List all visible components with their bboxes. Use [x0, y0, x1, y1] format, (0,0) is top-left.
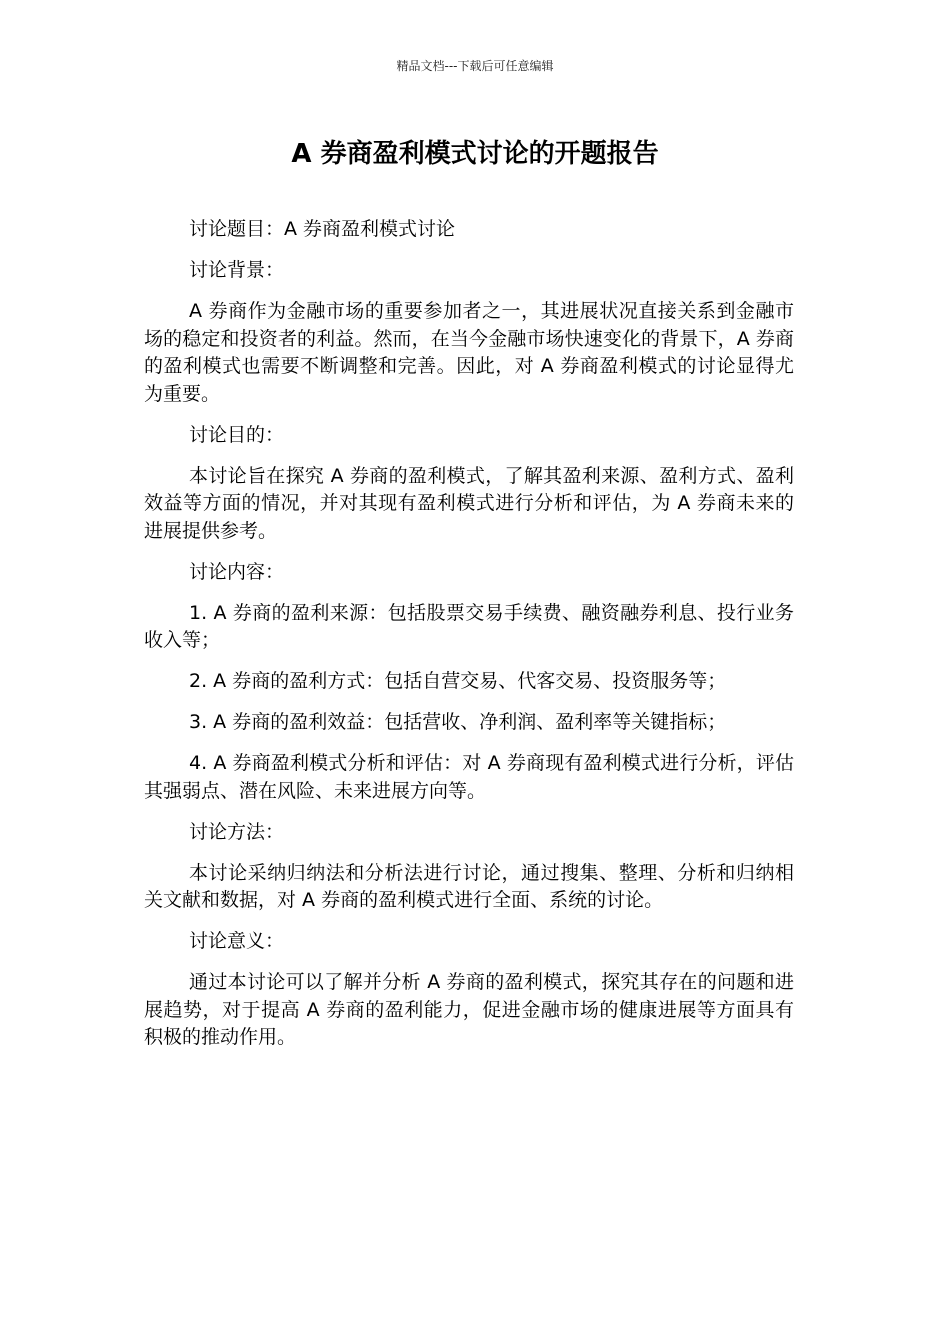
document-body [144, 216, 794, 1065]
content-item-2: 2. A 券商的盈利方式：包括自营交易、代客交易、投资服务等； [189, 670, 727, 692]
content-item-1: 1. A 券商的盈利来源：包括股票交易手续费、融资融券利息、投行业务收入等； [144, 601, 794, 651]
topic-line: 讨论题目：A 券商盈利模式讨论 [189, 218, 456, 240]
content-item-4: 4. A 券商盈利模式分析和评估：对 A 券商现有盈利模式进行分析，评估其强弱点、潜在风险、未来进展方向等。 [144, 752, 794, 802]
section-heading-significance: 讨论意义： [189, 930, 285, 952]
method-paragraph: 本讨论采纳归纳法和分析法进行讨论，通过搜集、整理、分析和归纳相关文献和数据，对 A 券商的盈利模式进行全面、系统的讨论。 [144, 861, 794, 911]
purpose-paragraph: 本讨论旨在探究 A 券商的盈利模式，了解其盈利来源、盈利方式、盈利效益等方面的情况，并对其现有盈利模式进行分析和评估，为 A 券商未来的进展提供参考。 [144, 464, 794, 542]
document-title: A 券商盈利模式讨论的开题报告 [291, 139, 659, 169]
header-note: 精品文档---下载后可任意编辑 [396, 59, 554, 73]
significance-paragraph: 通过本讨论可以了解并分析 A 券商的盈利模式，探究其存在的问题和进展趋势，对于提高 A 券商的盈利能力，促进金融市场的健康进展等方面具有积极的推动作用。 [144, 971, 794, 1048]
background-paragraph: A 券商作为金融市场的重要参加者之一，其进展状况直接关系到金融市场的稳定和投资者的利益。然而，在当今金融市场快速变化的背景下，A 券商的盈利模式也需要不断调整和完善。因此，对 A 券商盈利模式的讨论显得尤为重要。 [144, 300, 794, 405]
section-heading-purpose: 讨论目的： [189, 423, 285, 446]
section-heading-content: 讨论内容： [189, 560, 285, 583]
content-item-3: 3. A 券商的盈利效益：包括营收、净利润、盈利率等关键指标； [189, 711, 727, 733]
section-heading-background: 讨论背景： [189, 259, 285, 281]
section-heading-method: 讨论方法： [189, 820, 285, 843]
